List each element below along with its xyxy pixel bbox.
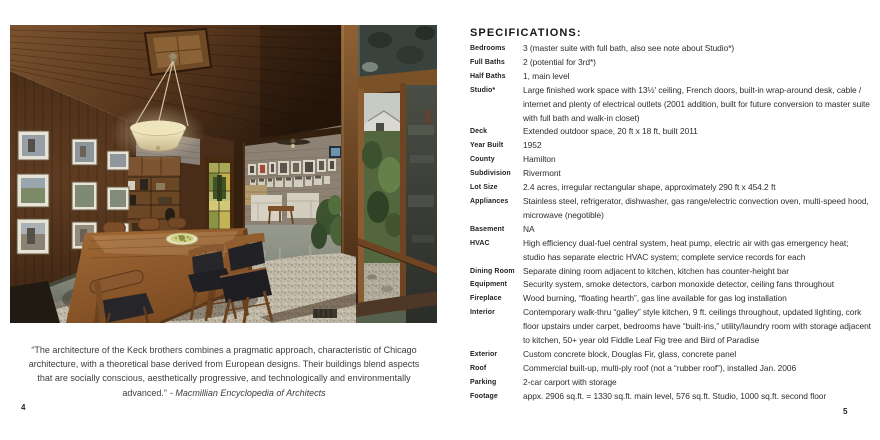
page-number-left: 4 xyxy=(21,403,26,412)
spec-label-interior: Interior xyxy=(470,309,495,317)
spec-value-year-built: 1952 xyxy=(523,140,542,151)
spec-value-studio: Large finished work space with 13½' ceiling, French doors, built-in wrap-around desk, cable / internet and plenty of electrical outlets (2001 addition, built for future conversion to master suite with full bath and walk-in closet) xyxy=(523,84,870,123)
specifications-heading: SPECIFICATIONS: xyxy=(470,27,582,39)
spec-value-roof: Commercial built-up, multi-ply roof (not a “rubber roof”), installed Jan. 2006 xyxy=(523,362,797,373)
quote-text: “The architecture of the Keck brothers combines a pragmatic approach, characteristic of Chicago architecture, with a theoretical base derived from European designs. Their buildings blend aspects that are socially conscious, aesthetically progressive, and technologically and environmentally advanced.” xyxy=(28,345,420,398)
page-number-right: 5 xyxy=(843,407,848,416)
spec-value-lot-size: 2.4 acres, irregular rectangular shape, approximately 290 ft x 454.2 ft xyxy=(523,182,776,193)
spec-label-subdivision: Subdivision xyxy=(470,170,511,178)
spec-label-dining-room: Dining Room xyxy=(470,267,515,275)
architecture-quote xyxy=(23,343,425,400)
dining-room-photo-art xyxy=(10,25,437,323)
quote-attribution: - Macmillian Encyclopedia of Architects xyxy=(169,387,326,398)
spec-value-basement: NA xyxy=(523,223,535,234)
spec-label-basement: Basement xyxy=(470,225,505,233)
spec-value-full-baths: 2 (potential for 3rd*) xyxy=(523,56,596,67)
spec-label-county: County xyxy=(470,156,495,164)
spec-label-equipment: Equipment xyxy=(470,281,508,289)
spec-label-parking: Parking xyxy=(470,378,497,386)
spec-label-roof: Roof xyxy=(470,364,487,372)
spec-value-hvac: High efficiency dual-fuel central system, heat pump, electric air with gas emergency heat; studio has separate electric HVAC system; complete service records for each xyxy=(523,237,849,262)
spec-value-half-baths: 1, main level xyxy=(523,70,570,81)
specifications-table xyxy=(470,42,872,404)
spec-label-exterior: Exterior xyxy=(470,350,498,358)
spec-label-deck: Deck xyxy=(470,128,488,136)
spec-value-fireplace: Wood burning, “floating hearth”, gas line available for gas log installation xyxy=(523,293,787,304)
spec-value-parking: 2-car carport with storage xyxy=(523,376,617,387)
spec-label-half-baths: Half Baths xyxy=(470,72,506,80)
spec-label-full-baths: Full Baths xyxy=(470,58,505,66)
clerestory-pane xyxy=(360,25,437,77)
spec-value-interior: Contemporary walk-thru “galley” style kitchen, 9 ft. ceilings throughout, updated lighting, cork floor upstairs under carpet, bedrooms have “built-ins,” utility/laundry room with storage adjacent to kitchen, 50+ year old Fiddle Leaf Fig tree and Bird of Paradise xyxy=(523,307,871,346)
spec-value-exterior: Custom concrete block, Douglas Fir, glass, concrete panel xyxy=(523,348,737,359)
spec-label-footage: Footage xyxy=(470,392,498,400)
courtyard-view xyxy=(362,93,403,307)
reflective-glass-pane xyxy=(406,85,437,323)
dining-room-photo xyxy=(10,25,437,323)
window-mullion xyxy=(400,83,406,311)
spec-label-hvac: HVAC xyxy=(470,239,490,247)
skylight xyxy=(145,29,211,75)
spec-label-fireplace: Fireplace xyxy=(470,295,502,303)
spec-value-dining-room: Separate dining room adjacent to kitchen, kitchen has counter-height bar xyxy=(523,265,789,276)
spec-value-footage: appx. 2906 sq.ft. = 1330 sq.ft. main level, 576 sq.ft. Studio, 1000 sq.ft. second floor xyxy=(523,390,827,401)
spec-value-appliances: Stainless steel, refrigerator, dishwasher, gas range/electric convection oven, multi-speed hood, microwave (negotible) xyxy=(523,195,869,220)
spec-label-lot-size: Lot Size xyxy=(470,184,498,192)
decorative-bowl xyxy=(166,233,198,245)
spec-value-county: Hamilton xyxy=(523,154,556,165)
spec-value-equipment: Security system, smoke detectors, carbon monoxide detector, ceiling fans throughout xyxy=(523,279,835,290)
spec-label-studio: Studio* xyxy=(470,86,496,94)
spec-label-year-built: Year Built xyxy=(470,142,504,150)
spec-label-appliances: Appliances xyxy=(470,197,509,205)
spec-label-bedrooms: Bedrooms xyxy=(470,45,506,52)
floor-vent-grate xyxy=(313,309,337,318)
spec-value-deck: Extended outdoor space, 20 ft x 18 ft, built 2011 xyxy=(523,126,698,137)
spec-value-bedrooms: 3 (master suite with full bath, also see note about Studio*) xyxy=(523,43,735,53)
spec-value-subdivision: Rivermont xyxy=(523,168,561,179)
